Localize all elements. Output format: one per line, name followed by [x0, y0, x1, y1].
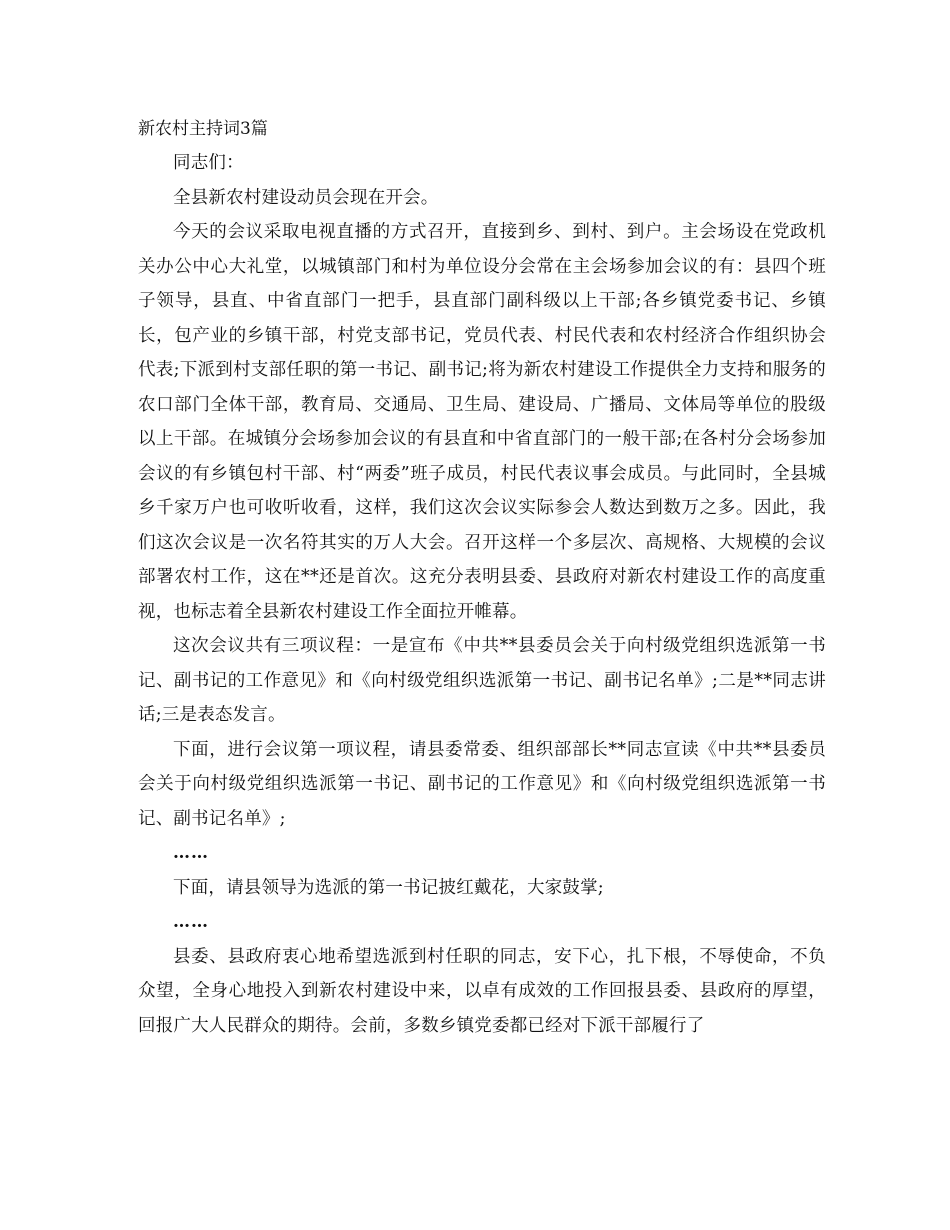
paragraph-attendees: 今天的会议采取电视直播的方式召开，直接到乡、到村、到户。主会场设在党政机关办公中心大礼堂，以城镇部门和村为单位设分会常在主会场参加会议的有：县四个班子领导，县直、中省直部门一把手，县直部门副科级以上干部;各乡镇党委书记、乡镇长，包产业的乡镇干部，村党支部书记，党员代表、村民代表和农村经济合作组织协会代表;下派到村支部任职的第一书记、副书记;将为新农村建设工作提供全力支持和服务的农口部门全体干部，教育局、交通局、卫生局、建设局、广播局、文体局等单位的股级以上干部。在城镇分会场参加会议的有县直和中省直部门的一般干部;在各村分会场参加会议的有乡镇包村干部、村“两委”班子成员，村民代表议事会成员。与此同时，全县城乡千家万户也可收听收看，这样，我们这次会议实际参会人数达到数万之多。因此，我们这次会议是一次名符其实的万人大会。召开这样一个多层次、高规格、大规模的会议部署农村工作，这在**还是首次。这充分表明县委、县政府对新农村建设工作的高度重视，也标志着全县新农村建设工作全面拉开帷幕。: [138, 222, 826, 622]
document-page: [138, 112, 826, 1043]
paragraph-agenda: 这次会议共有三项议程：一是宣布《中共**县委员会关于向村级党组织选派第一书记、副书记的工作意见》和《向村级党组织选派第一书记、副书记名单》;二是**同志讲话;三是表态发言。: [138, 636, 826, 725]
salutation: 同志们：: [173, 153, 244, 173]
document-title: 新农村主持词3篇: [138, 119, 268, 139]
paragraph-opening: 全县新农村建设动员会现在开会。: [173, 187, 439, 208]
ellipsis-2: ……: [173, 912, 209, 932]
paragraph-first-item: 下面，进行会议第一项议程，请县委常委、组织部部长**同志宣读《中共**县委员会关于向村级党组织选派第一书记、副书记的工作意见》和《向村级党组织选派第一书记、副书记名单》;: [138, 739, 826, 829]
paragraph-hopes: 县委、县政府衷心地希望选派到村任职的同志，安下心，扎下根，不辱使命，不负众望，全身心地投入到新农村建设中来，以卓有成效的工作回报县委、县政府的厚望，回报广大人民群众的期待。会前，多数乡镇党委都已经对下派干部履行了: [138, 946, 826, 1036]
ellipsis-1: ……: [173, 843, 209, 863]
paragraph-flowers: 下面，请县领导为选派的第一书记披红戴花，大家鼓掌;: [173, 877, 604, 898]
